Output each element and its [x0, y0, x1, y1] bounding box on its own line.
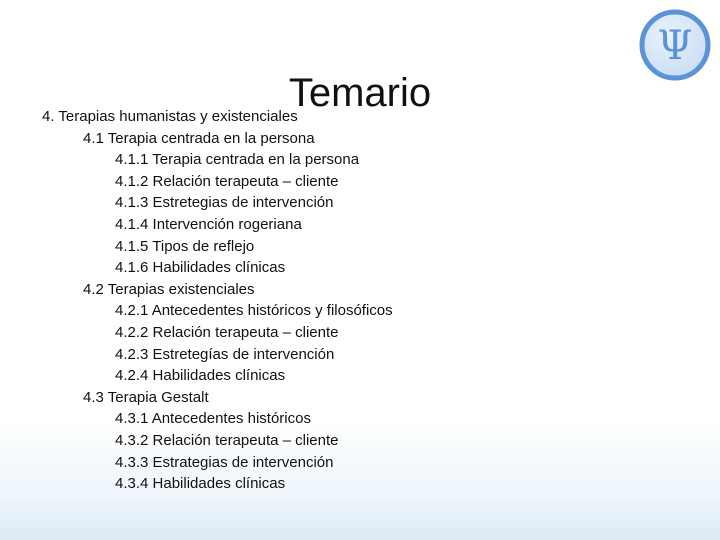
outline-item-level-2: 4.2.1 Antecedentes históricos y filosóficos	[115, 302, 393, 320]
slide-title: Temario	[288, 70, 432, 115]
outline-item-level-2: 4.3.1 Antecedentes históricos	[115, 410, 311, 428]
outline-item-level-2: 4.1.3 Estretegias de intervención	[115, 194, 334, 212]
outline-item-level-2: 4.1.4 Intervención rogeriana	[115, 215, 302, 233]
outline-item-level-2: 4.2.3 Estretegías de intervención	[115, 345, 335, 363]
outline-item-level-2: 4.1.2 Relación terapeuta – cliente	[115, 172, 339, 190]
outline-item-level-2: 4.3.4 Habilidades clínicas	[115, 475, 286, 493]
outline-item-level-2: 4.1.1 Terapia centrada en la persona	[115, 151, 360, 169]
outline-item-level-1: 4.3 Terapia Gestalt	[83, 388, 209, 406]
outline-item-level-2: 4.1.5 Tipos de reflejo	[115, 237, 255, 255]
topic-outline	[42, 106, 393, 495]
outline-item-level-2: 4.3.3 Estrategias de intervención	[115, 453, 334, 471]
outline-item-level-1: 4.2 Terapias existenciales	[83, 280, 255, 298]
outline-item-level-2: 4.1.6 Habilidades clínicas	[115, 259, 286, 277]
psi-glyph: Ψ	[657, 23, 693, 69]
outline-item-level-2: 4.2.2 Relación terapeuta – cliente	[115, 323, 339, 341]
outline-item-level-0: 4. Terapias humanistas y existenciales	[42, 108, 298, 125]
outline-item-level-2: 4.3.2 Relación terapeuta – cliente	[115, 431, 339, 449]
outline-item-level-2: 4.2.4 Habilidades clínicas	[115, 367, 286, 385]
outline-item-level-1: 4.1 Terapia centrada en la persona	[83, 129, 315, 147]
